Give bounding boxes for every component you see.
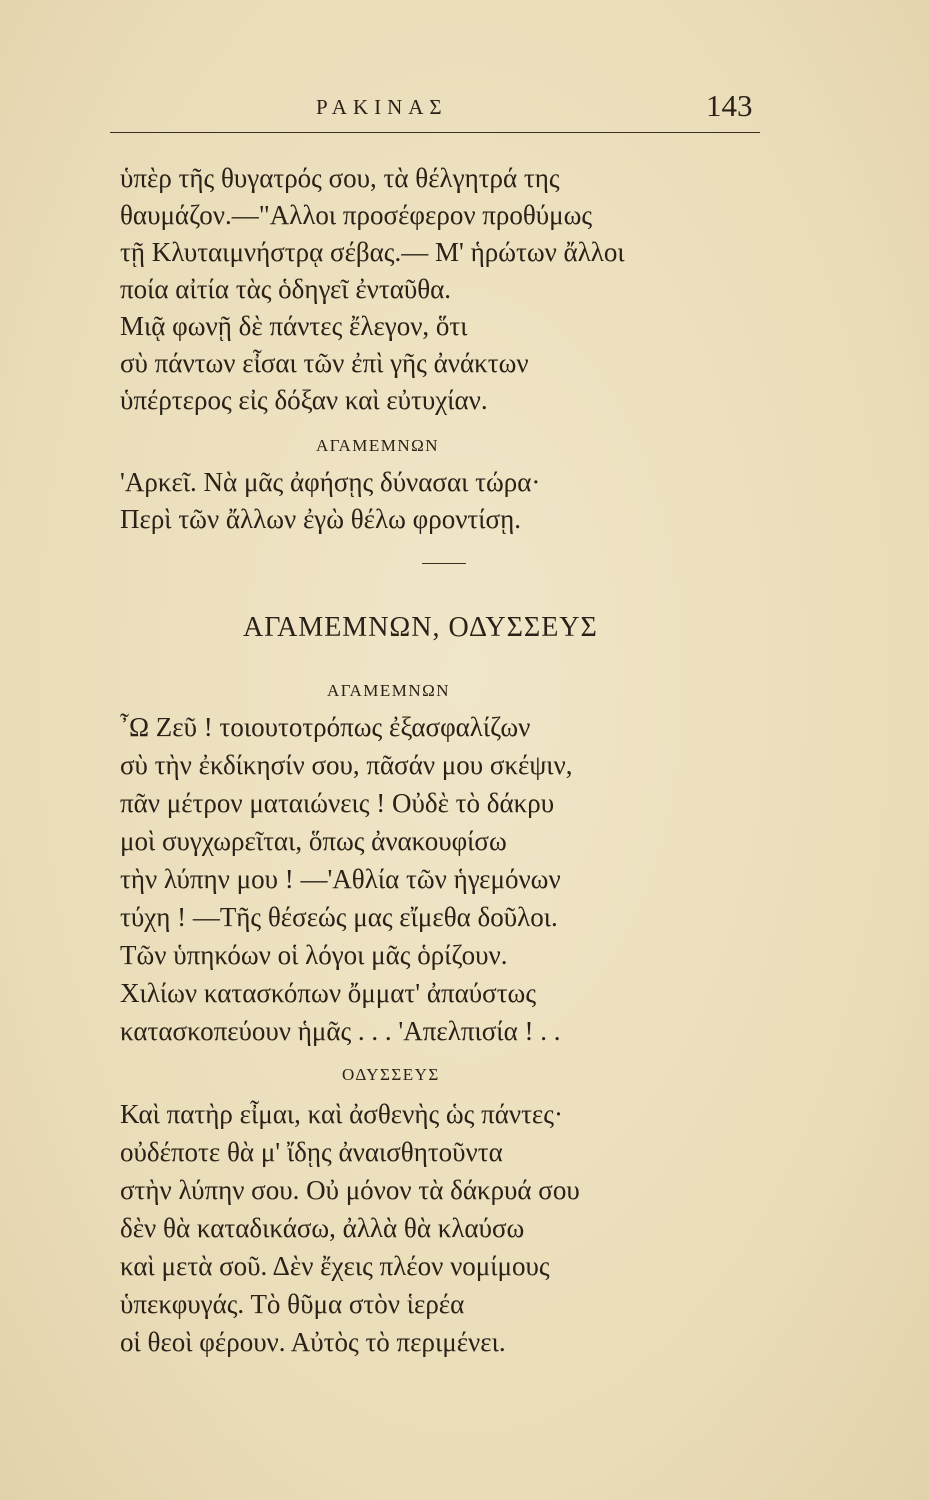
scene-divider bbox=[422, 563, 466, 564]
text-line: κατασκοπεύουν ἡμᾶς . . . 'Απελπισία ! . . bbox=[120, 1016, 561, 1046]
text-line: οἱ θεοὶ φέρουν. Αὐτὸς τὸ περιμένει. bbox=[120, 1327, 506, 1357]
text-line: 'Αρκεῖ. Νὰ μᾶς ἀφήσῃς δύνασαι τώρα· bbox=[120, 467, 541, 497]
speaker-name: ΟΔΥΣΣΕΥΣ bbox=[342, 1065, 440, 1084]
text-line: θαυμάζον.—"Αλλοι προσέφερον προθύμως bbox=[120, 200, 593, 230]
text-line: τῇ Κλυταιμνήστρᾳ σέβας.— Μ' ἡρώτων ἄλλοι bbox=[120, 237, 625, 267]
text-line: Περὶ τῶν ἄλλων ἐγὼ θέλω φροντίσῃ. bbox=[120, 504, 521, 534]
text-line: καὶ μετὰ σοῦ. Δὲν ἔχεις πλέον νομίμους bbox=[120, 1251, 550, 1281]
running-header-title: ΡΑΚΙΝΑΣ bbox=[316, 95, 448, 119]
text-line: Τῶν ὑπηκόων οἱ λόγοι μᾶς ὁρίζουν. bbox=[120, 940, 508, 970]
text-line: ὑπέρτερος εἰς δόξαν καὶ εὐτυχίαν. bbox=[120, 385, 488, 415]
text-line: Καὶ πατὴρ εἶμαι, καὶ ἀσθενὴς ὡς πάντες· bbox=[120, 1099, 563, 1129]
text-line: δὲν θὰ καταδικάσω, ἀλλὰ θὰ κλαύσω bbox=[120, 1213, 525, 1243]
text-line: μοὶ συγχωρεῖται, ὅπως ἀνακουφίσω bbox=[120, 826, 507, 856]
text-line: ῏Ω Ζεῦ ! τοιουτοτρόπως ἐξασφαλίζων bbox=[120, 712, 531, 742]
text-line: ὑπεκφυγάς. Τὸ θῦμα στὸν ἱερέα bbox=[120, 1289, 465, 1319]
text-line: σὺ πάντων εἶσαι τῶν ἐπὶ γῆς ἀνάκτων bbox=[120, 348, 529, 378]
text-line: σὺ τὴν ἐκδίκησίν σου, πᾶσάν μου σκέψιν, bbox=[120, 750, 573, 780]
text-line: ὑπὲρ τῆς θυγατρός σου, τὰ θέλγητρά της bbox=[120, 163, 560, 193]
header-rule bbox=[110, 132, 760, 133]
text-line: στὴν λύπην σου. Οὐ μόνον τὰ δάκρυά σου bbox=[120, 1175, 580, 1205]
text-line: ποία αἰτία τὰς ὁδηγεῖ ἐνταῦθα. bbox=[120, 274, 452, 304]
text-line: πᾶν μέτρον ματαιώνεις ! Οὐδὲ τὸ δάκρυ bbox=[120, 788, 555, 818]
speaker-name: ΑΓΑΜΕΜΝΩΝ bbox=[316, 436, 440, 455]
text-line: οὐδέποτε θὰ μ' ἴδῃς ἀναισθητοῦντα bbox=[120, 1137, 503, 1167]
text-line: τὴν λύπην μου ! —'Αθλία τῶν ἡγεμόνων bbox=[120, 864, 561, 894]
text-line: Μιᾷ φωνῇ δὲ πάντες ἔλεγον, ὅτι bbox=[120, 311, 468, 341]
page-number: 143 bbox=[706, 88, 753, 123]
text-line: τύχη ! —Τῆς θέσεώς μας εἴμεθα δοῦλοι. bbox=[120, 902, 558, 932]
speaker-name: ΑΓΑΜΕΜΝΩΝ bbox=[327, 681, 451, 700]
scene-heading: ΑΓΑΜΕΜΝΩΝ, ΟΔΥΣΣΕΥΣ bbox=[243, 612, 598, 643]
text-line: Χιλίων κατασκόπων ὄμματ' ἀπαύστως bbox=[120, 978, 537, 1008]
